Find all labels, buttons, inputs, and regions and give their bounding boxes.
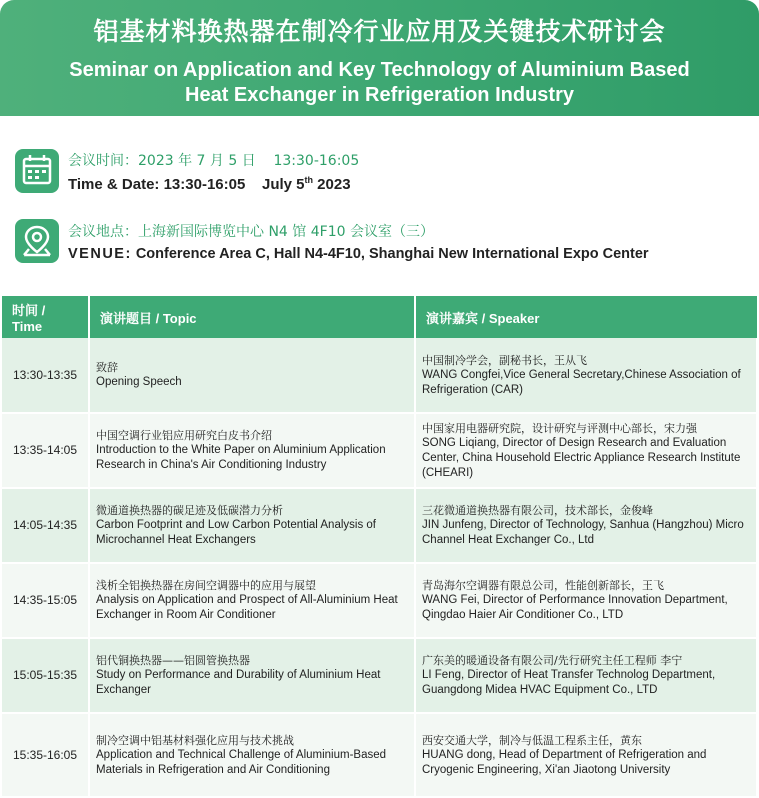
speaker-english: HUANG dong, Head of Department of Refrigeration and Cryogenic Engineering, Xi'an Jiaotong University — [422, 748, 707, 776]
row-speaker — [415, 563, 757, 638]
date-english — [68, 175, 351, 193]
row-time: 15:05-15:35 — [2, 638, 89, 713]
row-time: 13:35-14:05 — [2, 413, 89, 488]
topic-english: Introduction to the White Paper on Aluminium Application Research in China's Air Conditioning Industry — [96, 444, 386, 471]
row-topic — [89, 488, 415, 563]
row-speaker — [415, 338, 757, 413]
title-english — [0, 58, 759, 108]
row-time: 14:05-14:35 — [2, 488, 89, 563]
agenda-row — [2, 413, 757, 488]
topic-chinese: 微通道换热器的碳足迹及低碳潜力分析 — [96, 504, 283, 517]
row-speaker — [415, 638, 757, 713]
row-topic — [89, 563, 415, 638]
agenda-row — [2, 713, 757, 797]
agenda-row — [2, 563, 757, 638]
agenda-row — [2, 338, 757, 413]
venue-chinese: 会议地点：上海新国际博览中心 N4 馆 4F10 会议室（三） — [68, 224, 434, 240]
row-speaker — [415, 413, 757, 488]
topic-chinese: 铝代铜换热器——铝圆管换热器 — [96, 654, 250, 667]
topic-english: Study on Performance and Durability of Aluminium Heat Exchanger — [96, 669, 381, 696]
row-topic — [89, 638, 415, 713]
row-time: 15:35-16:05 — [2, 713, 89, 797]
speaker-english: WANG Fei, Director of Performance Innovation Department, Qingdao Haier Air Conditioner Co., LTD — [422, 594, 728, 621]
speaker-english: JIN Junfeng, Director of Technology, Sanhua (Hangzhou) Micro Channel Heat Exchanger Co., Ltd — [422, 519, 744, 546]
topic-english: Carbon Footprint and Low Carbon Potential Analysis of Microchannel Heat Exchangers — [96, 519, 376, 546]
row-speaker — [415, 713, 757, 797]
title-english-line1: Seminar on Application and Key Technology of Aluminium Based — [69, 59, 690, 81]
topic-chinese: 制冷空调中铝基材料强化应用与技术挑战 — [96, 733, 294, 747]
topic-english: Analysis on Application and Prospect of All-Aluminium Heat Exchanger in Room Air Conditioner — [96, 594, 398, 621]
agenda-header-row — [2, 296, 757, 338]
header-topic: 演讲题目 / Topic — [89, 296, 415, 338]
header-banner — [0, 0, 759, 116]
row-time: 13:30-13:35 — [2, 338, 89, 413]
row-topic — [89, 713, 415, 797]
header-time: 时间 / Time — [2, 296, 89, 338]
speaker-chinese: 中国家用电器研究院，设计研究与评测中心部长，宋力强 — [422, 421, 697, 435]
row-time: 14:35-15:05 — [2, 563, 89, 638]
location-pin-icon — [15, 219, 59, 263]
calendar-icon — [15, 149, 59, 193]
topic-english: Opening Speech — [96, 376, 182, 388]
speaker-chinese: 西安交通大学，制冷与低温工程系主任，黄东 — [422, 733, 642, 747]
title-english-line2: Heat Exchanger in Refrigeration Industry — [185, 84, 574, 106]
date-chinese: 会议时间：2023 年 7 月 5 日 13:30-16:05 — [68, 153, 360, 169]
speaker-chinese: 三花微通道换热器有限公司，技术部长，金俊峰 — [422, 504, 653, 517]
header-speaker: 演讲嘉宾 / Speaker — [415, 296, 757, 338]
speaker-chinese: 广东美的暖通设备有限公司/先行研究主任工程师 李宁 — [422, 654, 683, 667]
agenda-table — [2, 296, 758, 798]
topic-chinese: 中国空调行业铝应用研究白皮书介绍 — [96, 429, 272, 442]
venue-english-text: Conference Area C, Hall N4-4F10, Shanghai New International Expo Center — [131, 246, 649, 262]
venue-english-label: VENUE: — [68, 246, 132, 262]
topic-chinese: 致辞 — [96, 361, 118, 374]
speaker-english: LI Feng, Director of Heat Transfer Technolog Department, Guangdong Midea HVAC Equipment Co., LTD — [422, 669, 716, 696]
date-english-sup: th — [304, 175, 313, 185]
agenda-row — [2, 638, 757, 713]
speaker-chinese: 中国制冷学会，副秘书长，王从飞 — [422, 353, 587, 367]
date-english-year: 2023 — [313, 176, 351, 193]
speaker-english: WANG Congfei,Vice General Secretary,Chinese Association of Refrigeration (CAR) — [422, 368, 741, 396]
topic-english: Application and Technical Challenge of Aluminium-Based Materials in Refrigeration and Air Conditioning — [96, 748, 387, 776]
speaker-chinese: 青岛海尔空调器有限总公司，性能创新部长，王飞 — [422, 579, 664, 592]
row-topic — [89, 338, 415, 413]
date-english-main: Time & Date: 13:30-16:05 July 5 — [68, 176, 305, 193]
row-topic — [89, 413, 415, 488]
venue-english — [68, 246, 649, 262]
speaker-english: SONG Liqiang, Director of Design Research and Evaluation Center, China Household Electric Appliance Research Institute (CHEARI) — [422, 436, 741, 479]
row-speaker — [415, 488, 757, 563]
agenda-row — [2, 488, 757, 563]
topic-chinese: 浅析全铝换热器在房间空调器中的应用与展望 — [96, 579, 316, 592]
title-chinese: 铝基材料换热器在制冷行业应用及关键技术研讨会 — [93, 17, 666, 46]
